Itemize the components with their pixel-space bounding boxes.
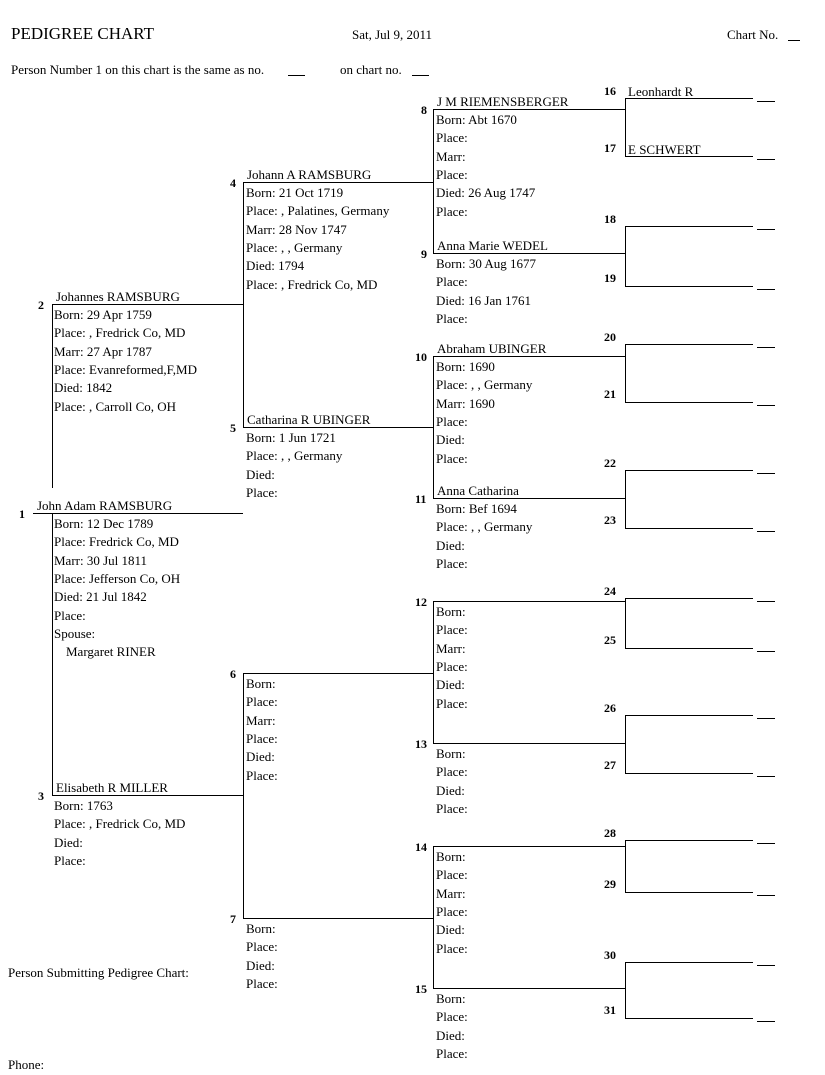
person-detail: Margaret RINER (66, 644, 156, 660)
connector-line (433, 253, 625, 254)
person-detail: Place: , , Germany (436, 377, 533, 393)
person-number: 16 (604, 84, 616, 98)
person-detail: Born: 12 Dec 1789 (54, 516, 154, 531)
connector-line (433, 356, 434, 498)
connector-line (757, 229, 775, 230)
person-number: 20 (604, 330, 616, 344)
person-detail: Died: 1842 (54, 380, 113, 396)
person-number: 5 (230, 421, 236, 435)
same-as-blank (288, 75, 305, 76)
person-detail: Died: 16 Jan 1761 (436, 292, 531, 308)
person-detail: Marr: 28 Nov 1747 (246, 221, 347, 237)
person-detail: Place: (246, 484, 278, 500)
connector-line (52, 513, 53, 795)
connector-line (625, 226, 753, 227)
person-name: J M RIEMENSBERGER (437, 94, 569, 109)
connector-line (433, 109, 625, 110)
person-number: 18 (604, 212, 616, 226)
person-detail: Born: (436, 746, 466, 761)
person-detail: Died: (436, 782, 465, 798)
person-detail: Died: (436, 1027, 465, 1043)
connector-line (433, 498, 625, 499)
connector-line (433, 356, 625, 357)
connector-line (757, 895, 775, 896)
person-detail: Place: (436, 764, 468, 780)
connector-line (625, 962, 626, 1018)
person-number: 28 (604, 826, 616, 840)
person-number: 22 (604, 456, 616, 470)
person-name: Catharina R UBINGER (247, 412, 371, 427)
connector-line (757, 405, 775, 406)
person-number: 25 (604, 633, 616, 647)
person-detail: Born: 1690 (436, 359, 495, 374)
person-number: 11 (415, 492, 427, 506)
connector-line (625, 98, 626, 156)
person-detail: Died: (436, 537, 465, 553)
connector-line (433, 743, 625, 744)
person-detail: Born: 1 Jun 1721 (246, 430, 336, 445)
connector-line (433, 109, 434, 253)
connector-line (625, 286, 753, 287)
connector-line (757, 1021, 775, 1022)
person-detail: Marr: (436, 640, 466, 656)
person-detail: Born: (436, 991, 466, 1006)
person-detail: Died: (436, 432, 465, 448)
person-detail: Place: , , Germany (436, 519, 533, 535)
chart-date: Sat, Jul 9, 2011 (352, 27, 433, 42)
person-number: 4 (230, 176, 236, 190)
person-detail: Died: (246, 749, 275, 765)
person-number: 14 (415, 840, 427, 854)
person-name: Elisabeth R MILLER (56, 780, 168, 795)
chart-no-blank (788, 40, 800, 41)
person-detail: Place: , Fredrick Co, MD (54, 325, 186, 341)
person-detail: Place: , , Germany (246, 448, 343, 464)
person-name: John Adam RAMSBURG (37, 498, 173, 513)
person-detail: Place: , Carroll Co, OH (54, 398, 177, 414)
person-name: Anna Marie WEDEL (437, 238, 548, 253)
person-detail: Born: 21 Oct 1719 (246, 185, 344, 200)
person-number: 19 (604, 271, 616, 285)
person-name: Johannes RAMSBURG (56, 289, 180, 304)
connector-line (52, 795, 243, 796)
person-detail: Place: (246, 767, 278, 783)
person-detail: Place: , Palatines, Germany (246, 203, 390, 219)
connector-line (243, 918, 433, 919)
connector-line (625, 648, 753, 649)
person-detail: Place: (54, 852, 86, 868)
person-detail: Place: , Fredrick Co, MD (54, 816, 186, 832)
person-number: 6 (230, 667, 236, 681)
connector-line (433, 601, 625, 602)
person-detail: Spouse: (54, 625, 96, 641)
phone-label: Phone: (8, 1057, 45, 1072)
person-detail: Marr: (246, 712, 276, 728)
person-detail: Place: (436, 555, 468, 571)
person-detail: Died: (436, 922, 465, 938)
person-detail: Place: (436, 1009, 468, 1025)
person-name: Abraham UBINGER (437, 341, 547, 356)
connector-line (625, 715, 753, 716)
person-detail: Died: (246, 957, 275, 973)
connector-line (625, 470, 753, 471)
connector-line (757, 718, 775, 719)
connector-line (625, 598, 626, 648)
connector-line (33, 513, 243, 514)
person-detail: Place: (246, 975, 278, 991)
person-detail: Place: Jefferson Co, OH (54, 570, 181, 586)
person-detail: Place: (436, 658, 468, 674)
person-number: 13 (415, 737, 427, 751)
connector-line (433, 846, 434, 988)
person-number: 15 (415, 982, 427, 996)
person-number: 27 (604, 758, 616, 772)
connector-line (625, 344, 753, 345)
person-detail: Born: 1763 (54, 798, 113, 813)
connector-line (625, 402, 753, 403)
person-detail: Born: Bef 1694 (436, 501, 517, 516)
person-detail: Place: Fredrick Co, MD (54, 534, 179, 550)
person-detail: Place: (436, 166, 468, 182)
connector-line (757, 776, 775, 777)
connector-line (52, 304, 53, 488)
chart-no-label: Chart No. (727, 27, 779, 42)
person-detail: Died: (54, 834, 83, 850)
connector-line (757, 651, 775, 652)
connector-line (625, 715, 626, 773)
person-detail: Place: (436, 130, 468, 146)
person-detail: Born: 30 Aug 1677 (436, 256, 537, 271)
person-detail: Born: (246, 921, 276, 936)
person-detail: Place: (436, 274, 468, 290)
person-detail: Place: (246, 939, 278, 955)
page-title: PEDIGREE CHART (11, 24, 155, 43)
person-detail: Place: (436, 695, 468, 711)
connector-line (757, 347, 775, 348)
person-detail: Marr: (436, 885, 466, 901)
connector-line (625, 98, 753, 99)
person-detail: Died: 1794 (246, 258, 305, 274)
person-detail: Place: (436, 940, 468, 956)
connector-line (625, 528, 753, 529)
person-detail: Place: (436, 1045, 468, 1061)
connector-line (433, 846, 625, 847)
person-number: 2 (38, 298, 44, 312)
connector-line (625, 892, 753, 893)
person-number: 12 (415, 595, 427, 609)
person-detail: Place: (436, 413, 468, 429)
person-detail: Place: Evanreformed,F,MD (54, 361, 197, 377)
person-detail: Marr: 30 Jul 1811 (54, 552, 148, 568)
person-detail: Born: Abt 1670 (436, 112, 517, 127)
person-number: 31 (604, 1003, 616, 1017)
connector-line (625, 840, 753, 841)
connector-line (757, 159, 775, 160)
person-detail: Place: (246, 694, 278, 710)
person-name: Anna Catharina (437, 483, 519, 498)
person-detail: Place: (436, 622, 468, 638)
person-number: 17 (604, 141, 616, 155)
connector-line (243, 673, 433, 674)
person-detail: Place: , , Germany (246, 239, 343, 255)
person-number: 23 (604, 513, 616, 527)
person-detail: Marr: (436, 148, 466, 164)
person-detail: Born: 29 Apr 1759 (54, 307, 152, 322)
person-detail: Place: (436, 450, 468, 466)
person-detail: Marr: 1690 (436, 395, 495, 411)
connector-line (625, 840, 626, 892)
connector-line (243, 673, 244, 918)
person-detail: Born: (246, 676, 276, 691)
person-detail: Marr: 27 Apr 1787 (54, 343, 152, 359)
person-number: 8 (421, 103, 427, 117)
connector-line (625, 226, 626, 286)
person-number: 24 (604, 584, 616, 598)
connector-line (625, 598, 753, 599)
person-detail: Place: (436, 903, 468, 919)
person-detail: Died: (436, 677, 465, 693)
connector-line (52, 304, 243, 305)
person-detail: Place: (436, 800, 468, 816)
person-number: 7 (230, 912, 236, 926)
connector-line (757, 843, 775, 844)
on-chart-blank (412, 75, 429, 76)
person-number: 30 (604, 948, 616, 962)
person-number: 21 (604, 387, 616, 401)
connector-line (625, 1018, 753, 1019)
person-detail: Place: (436, 310, 468, 326)
person-detail: Died: (246, 466, 275, 482)
person-detail: Place: (246, 730, 278, 746)
person-detail: Died: 21 Jul 1842 (54, 589, 147, 605)
person-detail: Place: (436, 203, 468, 219)
connector-line (243, 182, 433, 183)
person-number: 3 (38, 789, 44, 803)
connector-line (757, 101, 775, 102)
submitter-label: Person Submitting Pedigree Chart: (8, 965, 189, 980)
person-detail: Place: , Fredrick Co, MD (246, 276, 378, 292)
person-number: 26 (604, 701, 616, 715)
person-name: Leonhardt R (628, 84, 694, 99)
connector-line (757, 965, 775, 966)
connector-line (757, 531, 775, 532)
person-detail: Place: (54, 607, 86, 623)
on-chart-label: on chart no. (340, 62, 402, 77)
connector-line (625, 344, 626, 402)
person-number: 29 (604, 877, 616, 891)
person-name: E SCHWERT (628, 142, 701, 157)
connector-line (757, 473, 775, 474)
same-as-label: Person Number 1 on this chart is the same as no. (11, 62, 265, 77)
connector-line (757, 601, 775, 602)
person-detail: Born: (436, 849, 466, 864)
person-detail: Place: (436, 867, 468, 883)
person-name: Johann A RAMSBURG (247, 167, 372, 182)
connector-line (243, 182, 244, 427)
person-number: 9 (421, 247, 427, 261)
person-number: 1 (19, 507, 25, 521)
connector-line (625, 470, 626, 528)
person-detail: Born: (436, 604, 466, 619)
connector-line (433, 988, 625, 989)
connector-line (625, 156, 753, 157)
connector-line (433, 601, 434, 743)
person-number: 10 (415, 350, 427, 364)
connector-line (243, 427, 433, 428)
connector-line (625, 773, 753, 774)
person-detail: Died: 26 Aug 1747 (436, 185, 536, 201)
connector-line (757, 289, 775, 290)
connector-line (625, 962, 753, 963)
